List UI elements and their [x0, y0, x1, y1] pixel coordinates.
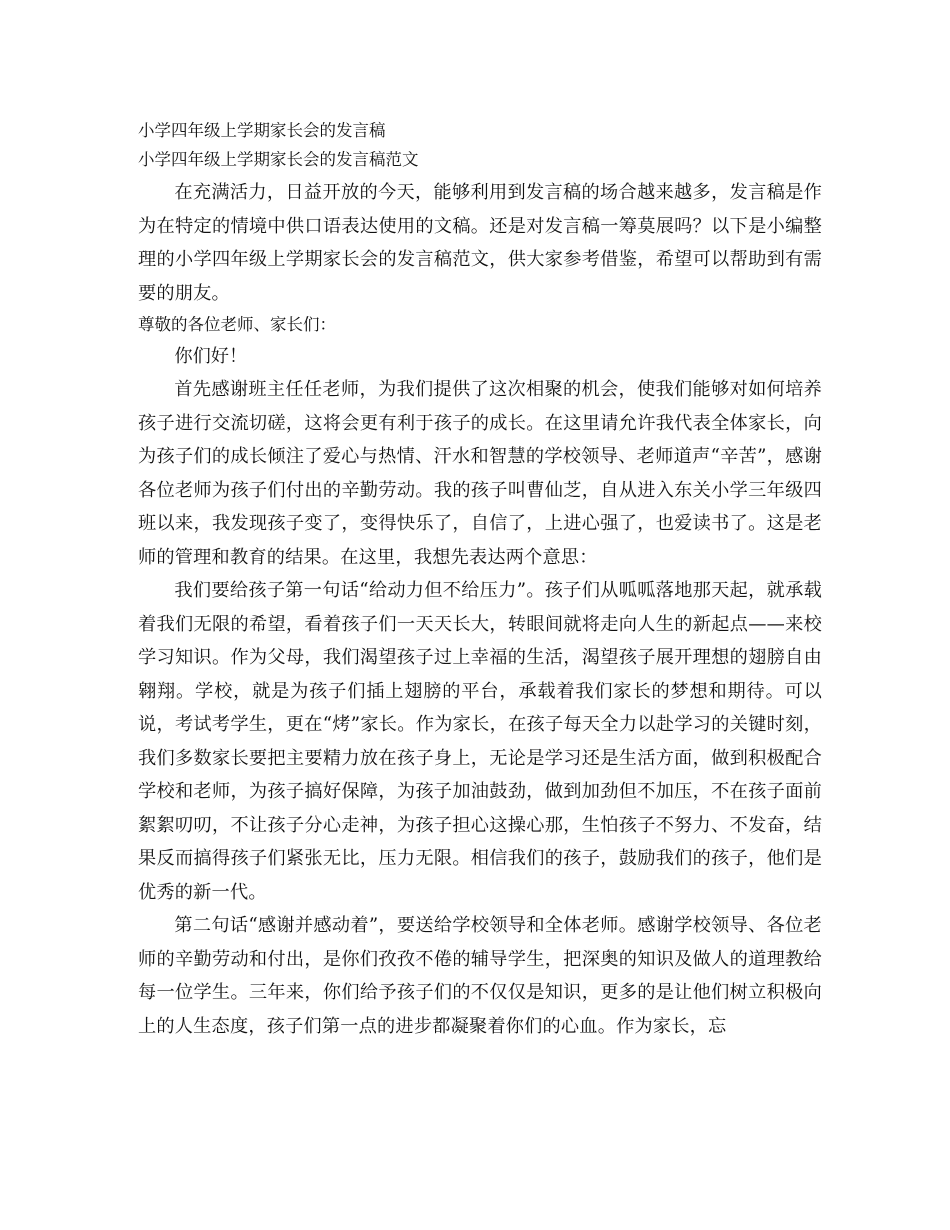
- greeting: 你们好！: [174, 346, 248, 367]
- body-paragraph-3: 第二句话“感谢并感动着”，要送给学校领导和全体老师。感谢学校领导、各位老师的辛勤劳动和付出，是你们孜孜不倦的辅导学生，把深奥的知识及做人的道理教给每一位学生。三年来，你们给予孩子们的不仅仅是知识，更多的是让他们树立积极向上的人生态度，孩子们第一点的进步都凝聚着你们的心血。作为家长，忘: [138, 915, 822, 1037]
- document-body: [138, 116, 822, 1043]
- salutation: 尊敬的各位老师、家长们：: [138, 315, 336, 334]
- body-paragraph-2: 我们要给孩子第一句话“给动力但不给压力”。孩子们从呱呱落地那天起，就承载着我们无限的希望，看着孩子们一天天长大，转眼间就将走向人生的新起点——来校学习知识。作为父母，我们渴望孩子过上幸福的生活，渴望孩子展开理想的翅膀自由翱翔。学校，就是为孩子们插上翅膀的平台，承载着我们家长的梦想和期待。可以说，考试考学生，更在“烤”家长。作为家长，在孩子每天全力以赴学习的关键时刻，我们多数家长要把主要精力放在孩子身上，无论是学习还是生活方面，做到积极配合学校和老师，为孩子搞好保障，为孩子加油鼓劲，做到加劲但不加压，不在孩子面前絮絮叨叨，不让孩子分心走神，为孩子担心这操心那，生怕孩子不努力、不发奋，结果反而搞得孩子们紧张无比，压力无限。相信我们的孩子，鼓励我们的孩子，他们是优秀的新一代。: [138, 580, 822, 903]
- intro-paragraph: 在充满活力，日益开放的今天，能够利用到发言稿的场合越来越多，发言稿是作为在特定的情境中供口语表达使用的文稿。还是对发言稿一筹莫展吗？以下是小编整理的小学四年级上学期家长会的发言稿范文，供大家参考借鉴，希望可以帮助到有需要的朋友。: [138, 182, 822, 304]
- document-subtitle: 小学四年级上学期家长会的发言稿范文: [138, 150, 419, 169]
- body-paragraph-1: 首先感谢班主任任老师，为我们提供了这次相聚的机会，使我们能够对如何培养孩子进行交流切磋，这将会更有利于孩子的成长。在这里请允许我代表全体家长，向为孩子们的成长倾注了爱心与热情、汗水和智慧的学校领导、老师道声“辛苦”，感谢各位老师为孩子们付出的辛勤劳动。我的孩子叫曹仙芝，自从进入东关小学三年级四班以来，我发现孩子变了，变得快乐了，自信了，上进心强了，也爱读书了。这是老师的管理和教育的结果。在这里，我想先表达两个意思：: [138, 379, 822, 568]
- document-title: 小学四年级上学期家长会的发言稿: [138, 121, 386, 140]
